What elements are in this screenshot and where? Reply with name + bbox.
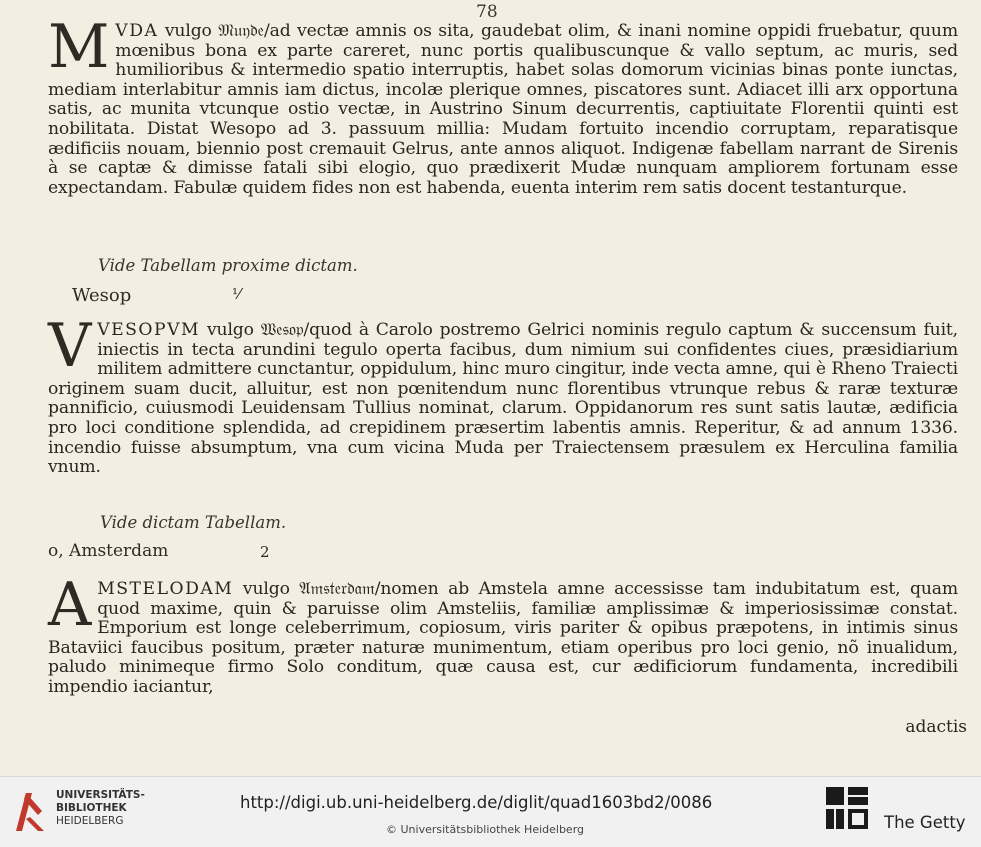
dropcap: A (48, 570, 92, 640)
table-entry-mark: 2 (260, 543, 270, 561)
reference-note: Vide dictam Tabellam. (100, 513, 287, 532)
dropcap: V (48, 311, 92, 381)
institution-name: UNIVERSITÄTS- BIBLIOTHEK HEIDELBERG (56, 789, 145, 827)
paragraph-lead: VDA (115, 21, 159, 41)
paragraph-lead: MSTELODAM (97, 579, 234, 599)
reference-note: Vide Tabellam proxime dictam. (98, 256, 358, 275)
paragraph-amstelodam (48, 570, 958, 698)
dropcap: M (48, 12, 110, 82)
page-number: 78 (476, 2, 498, 22)
paragraph-text: vulgo 𝔚𝔢𝔰𝔬𝔭/quod à Carolo postremo Gelrici nominis regulo captum & succensum fuit, iniectis in tecta arundini tegulo operta facibus, dum nimium sui confidentes ciues, præsidiarium militem admittere cunctantur, oppidulum, hinc muro cingitur, inde vecta amne, qui è Rheno Traiecti originem suam ducit, alluitur, est non pœnitendum nunc florentibus vtrunque rebus & raræ texturæ pannificio, cuiusmodi Leuidensam Tullius nominat, clarum. Oppidanorum res sunt satis lautæ, ædificia pro loci conditione splendida, ad crepidinem præsertim labentis amnis. Reperitur, & ad annum 1336. incendio fuisse absumptum, vna cum vicina Muda per Traiectensem præsulem ex Herculina familia vnum. (48, 320, 958, 478)
heidelberg-logo-icon[interactable] (12, 787, 48, 833)
table-entry-label: o, Amsterdam (48, 541, 169, 561)
catchword: adactis (905, 717, 967, 737)
getty-logo-icon[interactable] (826, 787, 868, 837)
paragraph-lead: VESOPVM (97, 320, 201, 340)
viewer-footer (0, 776, 981, 847)
paragraph-wesopum (48, 311, 958, 478)
table-entry-label: Wesop (72, 285, 132, 306)
copyright-notice: © Universitätsbibliothek Heidelberg (386, 823, 585, 836)
paragraph-text: vulgo 𝔄𝔪𝔰𝔱𝔢𝔯𝔡𝔞𝔪/nomen ab Amstela amne accessisse tam indubitatum est, quam quod maxime, quin & paruisse olim Amsteliis, familiæ amplissimæ & imperiosissimæ constat. Emporium est longe celeberrimum, copiosum, viris pariter & opibus præpotens, in intimis sinus Bataviici faucibus positum, præter naturæ munimentum, etiam operibus pro loci genio, nõ inualidum, paludo minimeque firmo Solo conditum, quæ causa est, cur ædificiorum fundamenta, incredibili impendio iaciantur, (48, 579, 958, 697)
table-entry-mark: ⅟ (232, 285, 241, 303)
paragraph-text: vulgo 𝔐𝔲𝔶𝔡𝔢/ad vectæ amnis os sita, gaudebat olim, & inani nomine oppidi fruebatur, quum mœnibus bona ex parte careret, nunc portis qualibuscunque & vallo septum, ac muris, sed humilioribus & intermedio spatio interruptis, habet solas domorum vicinias binas ponte iunctas, mediam interlabitur amnis iam dictus, incolæ plerique omnes, piscatores sunt. Adiacet illi arx opportuna satis, ac munita vtcunque ostio vectæ, in Austrino Sinum decurrentis, captiuitate Florentii quinti est nobilitata. Distat Wesopo ad 3. passuum millia: Mudam fortuito incendio corruptam, reparatisque ædificiis nouam, biennio post cremauit Gelrus, ante annos aliquot. Indigenæ fabellam narrant de Sirenis à se captæ & dimisse fatali sibi elogio, quo prædixerit Mudæ nunquam ampliorem fortunam esse expectandam. Fabulæ quidem fides non est habenda, euenta interim rem satis docent testanturque. (48, 21, 958, 198)
permalink[interactable]: http://digi.ub.uni-heidelberg.de/diglit/quad1603bd2/0086 (240, 793, 713, 812)
partner-name: The Getty (884, 813, 966, 832)
